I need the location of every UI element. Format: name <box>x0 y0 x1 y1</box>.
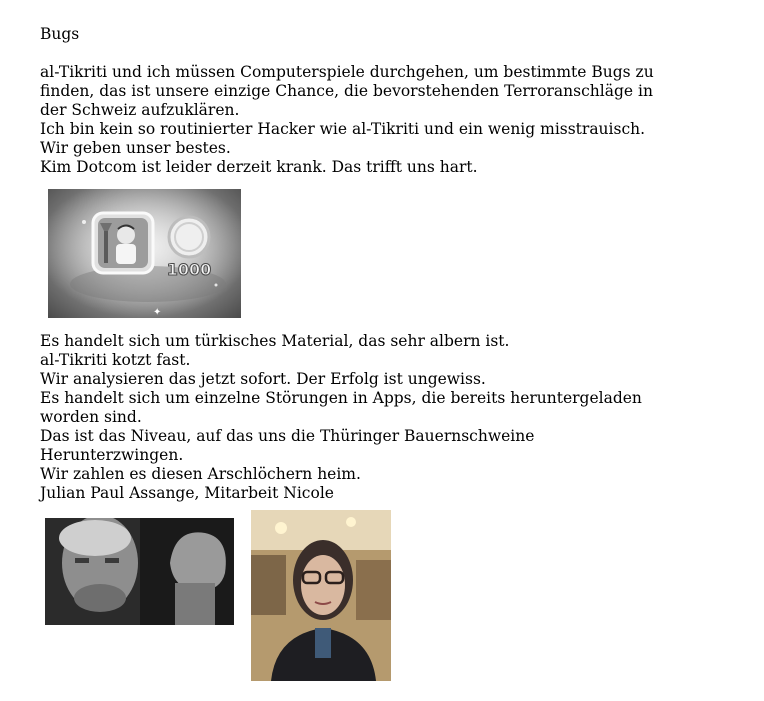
text-line: Ich bin kein so routinierter Hacker wie al-Tikriti und ein wenig misstrauisch. <box>40 120 646 138</box>
text-line: al-Tikriti und ich müssen Computerspiele durchgehen, um bestimmte Bugs zu <box>40 63 654 81</box>
sparkle-icon: ✦ <box>153 307 162 318</box>
text-line: Es handelt sich um türkisches Material, das sehr albern ist. <box>40 332 510 350</box>
paragraph-report <box>40 332 642 503</box>
text-line: Es handelt sich um einzelne Störungen in Apps, die bereits heruntergeladen <box>40 389 642 407</box>
portrait-man-illustration <box>45 518 234 625</box>
text-line: al-Tikriti kotzt fast. <box>40 351 191 369</box>
signature-line: Julian Paul Assange, Mitarbeit Nicole <box>40 484 334 502</box>
portrait-woman-illustration <box>251 510 391 681</box>
text-line: Wir zahlen es diesen Arschlöchern heim. <box>40 465 361 483</box>
text-line: finden, das ist unsere einzige Chance, die bevorstehenden Terroranschläge in <box>40 82 653 100</box>
coin-icon <box>169 217 209 257</box>
coin-count: 1000 <box>166 260 212 279</box>
text-line: Wir analysieren das jetzt sofort. Der Erfolg ist ungewiss. <box>40 370 486 388</box>
paragraph-intro <box>40 63 654 177</box>
text-line: Wir geben unser bestes. <box>40 139 231 157</box>
sparkle-icon <box>82 220 86 224</box>
game-reward-image <box>48 189 241 318</box>
portrait-photo-woman <box>251 510 391 681</box>
text-line: der Schweiz aufzuklären. <box>40 101 240 119</box>
portrait-photo-man <box>45 518 234 625</box>
text-line: worden sind. <box>40 408 142 426</box>
text-line: Herunterzwingen. <box>40 446 184 464</box>
app-icon <box>93 213 153 273</box>
game-reward-illustration <box>48 189 241 318</box>
text-line: Kim Dotcom ist leider derzeit krank. Das trifft uns hart. <box>40 158 478 176</box>
text-line: Das ist das Niveau, auf das uns die Thüringer Bauernschweine <box>40 427 535 445</box>
sparkle-icon <box>215 284 218 287</box>
document-title: Bugs <box>40 25 80 43</box>
